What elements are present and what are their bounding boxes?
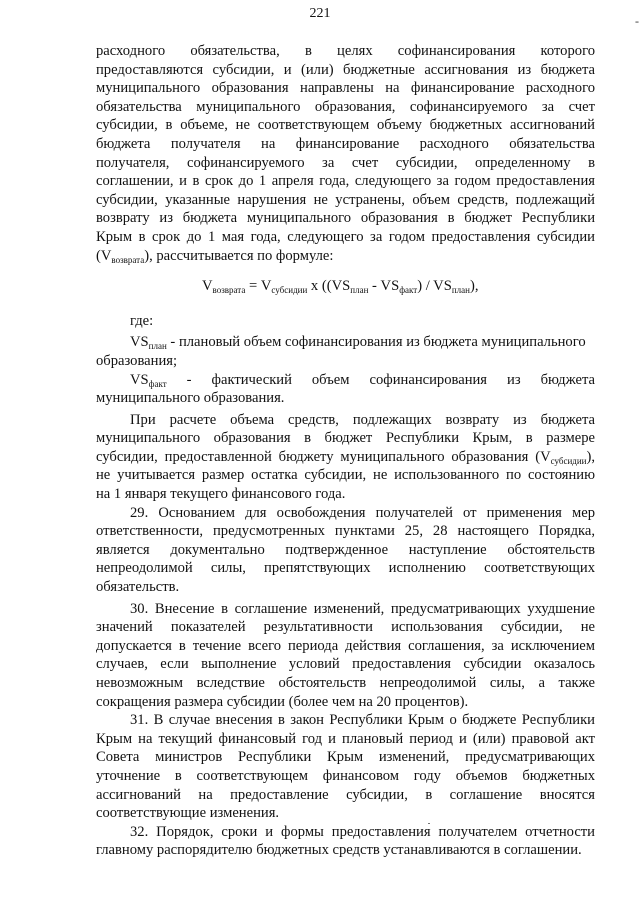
paragraph-30: 30. Внесение в соглашение изменений, предусматривающих ухудшение [130, 600, 595, 617]
text-line: образования; [96, 352, 178, 369]
text-line: невозможным вследствие обстоятельств непреодолимой силы, а также [96, 675, 595, 691]
edge-mark: - [635, 14, 639, 28]
text-line: соответствующие изменения. [96, 805, 280, 822]
text-line: субсидии, в объеме, не соответствующем объему бюджетных ассигнований [96, 117, 595, 134]
text-line: Крым на текущий финансовый год и плановый период и (или) правовой акт [96, 730, 595, 747]
text-line: является документально подтвержденное наступление обстоятельств [96, 541, 595, 558]
text-line: соглашении, и в срок до 1 апреля года, следующего за годом предоставления [96, 173, 595, 190]
text-line: муниципального образования. [96, 390, 285, 407]
text-line: муниципального образования в бюджет Республики Крым, в размере [96, 430, 595, 447]
document-body [96, 42, 595, 860]
text-line: муниципального образования направлены на финансирование расходного [96, 80, 595, 97]
text-line: получателя, софинансируемого за счет субсидии, определенному в [96, 154, 595, 171]
text-line: сокращения размера субсидии (более чем на 20 процентов). [96, 693, 469, 710]
definition-plan: $VS_{план}$ - плановый объем софинансирования из бюджета муниципального [130, 334, 586, 352]
text-line: случаев, если выполнение условий предоставления субсидии оказалось [96, 656, 595, 673]
text-line: расходного обязательства, в целях софинансирования которого [96, 43, 595, 59]
text-line: предоставляются субсидии, и (или) бюджетные ассигнования из бюджета [96, 61, 595, 78]
text-line: не учитывается размер остатка субсидии, не использованного по состоянию [96, 467, 595, 484]
text-line: обязательства муниципального образования, софинансируемого за счет [96, 98, 595, 115]
subscript: возврата [111, 254, 145, 265]
text-line: возврату из бюджета муниципального образования в бюджет Республики [96, 210, 595, 227]
text-line: уточнение в соответствующем финансовом году объемов бюджетных [96, 767, 595, 784]
text-line: Крым в срок до 1 мая года, следующего за годом предоставления субсидии [96, 228, 595, 245]
definition-fact: $VS_{факт}$ - фактический объем софинансирования из бюджета [130, 371, 595, 389]
where-label: где: [130, 312, 154, 329]
text-line: субсидии, предоставленной бюджету муниципального образования $(V_{субсидии})$, [96, 448, 595, 466]
text-line: значений показателей результативности использования субсидии, не [96, 619, 595, 636]
text-line: субсидии, указанные нарушения не устранены, объем средств, подлежащий [96, 191, 595, 208]
text-line: обязательств. [96, 579, 180, 596]
text-line: $(V_{возврата})$, рассчитывается по формуле: [96, 247, 334, 265]
text-line: допускается в течение всего периода действия соглашения, за исключением [96, 637, 595, 654]
text-line: главному распорядителю бюджетных средств устанавливаются в соглашении. [96, 842, 582, 859]
paragraph-29: 29. Основанием для освобождения получателей от применения мер [130, 504, 595, 521]
scan-speck [428, 823, 430, 824]
text-line: бюджета получателя на финансирование расходного обязательства [96, 135, 595, 152]
text-line: на 1 января текущего финансового года. [96, 486, 346, 503]
paragraph-32: 32. Порядок, сроки и формы предоставления получателем отчетности [130, 823, 595, 840]
text-line: ответственности, предусмотренных пунктами 25, 28 настоящего Порядка, [96, 523, 595, 540]
paragraph-31: 31. В случае внесения в закон Республики Крым о бюджете Республики [130, 712, 595, 729]
formula: $V_{возврата} = V_{субсидии}$ x $((VS_{план} - VS_{факт}) / VS_{план})$, [202, 278, 479, 296]
text-line: Совета министров Республики Крым изменений, предусматривающих [96, 749, 595, 766]
text-line: ассигнований на предоставление субсидии, в соглашение вносятся [96, 786, 595, 803]
text-line: При расчете объема средств, подлежащих возврату из бюджета [130, 411, 595, 428]
text-line: непреодолимой силы, препятствующих исполнению соответствующих [96, 560, 595, 577]
page-number: 221 [309, 6, 331, 21]
